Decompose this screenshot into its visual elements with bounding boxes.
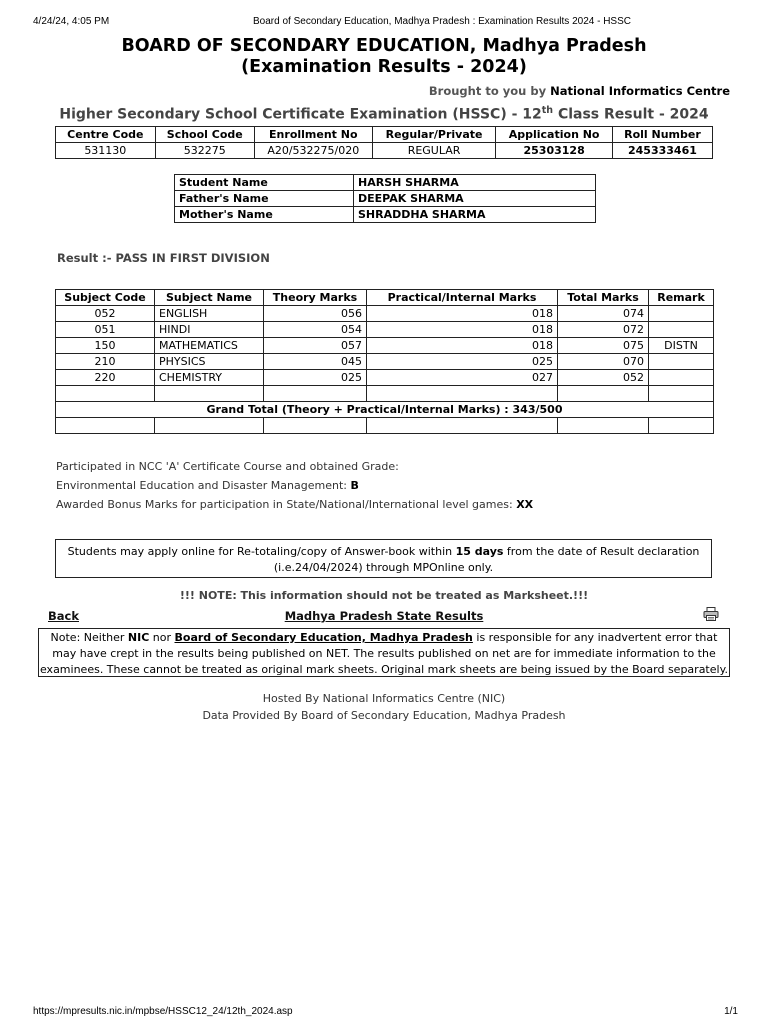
empty-row	[56, 386, 714, 402]
student-details-table	[174, 174, 596, 223]
data-provided-by: Data Provided By Board of Secondary Education, Madhya Pradesh	[202, 709, 566, 722]
student-row	[175, 191, 596, 207]
student-row	[175, 175, 596, 191]
total-marks: 075	[558, 338, 649, 354]
empty-cell	[155, 418, 264, 434]
ids-header-cell: Application No	[496, 127, 613, 143]
mother-name-value: SHRADDHA SHARMA	[354, 207, 596, 223]
marksheet-warning: !!! NOTE: This information should not be treated as Marksheet.!!!	[179, 589, 589, 602]
env-info	[56, 479, 359, 492]
candidate-ids-table	[55, 126, 713, 159]
brought-by	[429, 84, 730, 98]
total-marks: 052	[558, 370, 649, 386]
empty-cell	[649, 386, 714, 402]
ncc-info: Participated in NCC 'A' Certificate Course and obtained Grade:	[56, 460, 399, 473]
brought-by-org: National Informatics Centre	[550, 84, 730, 98]
total-marks: 070	[558, 354, 649, 370]
credits	[0, 690, 768, 724]
disclaimer-board-link[interactable]: Board of Secondary Education, Madhya Pradesh	[174, 631, 473, 644]
board-title-line2: (Examination Results - 2024)	[241, 57, 527, 77]
hosted-by: Hosted By National Informatics Centre (NIC)	[262, 692, 506, 705]
grand-total-row	[56, 402, 714, 418]
exam-heading-pre: Higher Secondary School Certificate Examination (HSSC) - 12	[59, 106, 542, 123]
notice-days: 15 days	[455, 545, 504, 558]
table-row	[56, 338, 714, 354]
remark	[649, 354, 714, 370]
theory-marks: 045	[264, 354, 367, 370]
remark: DISTN	[649, 338, 714, 354]
empty-cell	[649, 418, 714, 434]
subject-code: 210	[56, 354, 155, 370]
marks-header-cell: Theory Marks	[264, 290, 367, 306]
print-page-title: Board of Secondary Education, Madhya Pradesh : Examination Results 2024 - HSSC	[253, 16, 631, 27]
exam-heading-post: Class Result - 2024	[553, 106, 709, 123]
school-code: 532275	[155, 143, 254, 159]
marks-header-cell: Subject Code	[56, 290, 155, 306]
notice-line1	[56, 544, 711, 560]
theory-marks: 057	[264, 338, 367, 354]
ids-value-row	[56, 143, 713, 159]
subject-code: 052	[56, 306, 155, 322]
empty-cell	[558, 418, 649, 434]
empty-cell	[155, 386, 264, 402]
bonus-label: Awarded Bonus Marks for participation in State/National/International level games:	[56, 498, 513, 511]
marks-header-cell: Total Marks	[558, 290, 649, 306]
mother-name-label: Mother's Name	[175, 207, 354, 223]
practical-marks: 018	[367, 338, 558, 354]
subject-code: 051	[56, 322, 155, 338]
table-row	[56, 354, 714, 370]
empty-cell	[264, 418, 367, 434]
disclaimer-p1: Note: Neither	[50, 631, 128, 644]
disclaimer-box	[38, 628, 730, 677]
subject-name: CHEMISTRY	[155, 370, 264, 386]
table-row	[56, 322, 714, 338]
student-name-value: HARSH SHARMA	[354, 175, 596, 191]
centre-code: 531130	[56, 143, 156, 159]
exam-heading	[0, 105, 768, 123]
empty-cell	[558, 386, 649, 402]
ids-header-cell: Enrollment No	[254, 127, 372, 143]
grand-total: Grand Total (Theory + Practical/Internal Marks) : 343/500	[56, 402, 714, 418]
empty-cell	[264, 386, 367, 402]
ids-header-cell: Roll Number	[612, 127, 712, 143]
ids-header-row	[56, 127, 713, 143]
table-row	[56, 306, 714, 322]
subject-code: 150	[56, 338, 155, 354]
marks-header-cell: Practical/Internal Marks	[367, 290, 558, 306]
practical-marks: 018	[367, 322, 558, 338]
subject-code: 220	[56, 370, 155, 386]
marks-header-cell: Subject Name	[155, 290, 264, 306]
marks-header-row	[56, 290, 714, 306]
printer-icon[interactable]	[703, 607, 719, 621]
subject-name: MATHEMATICS	[155, 338, 264, 354]
empty-cell	[56, 418, 155, 434]
disclaimer-nic: NIC	[127, 631, 150, 644]
empty-cell	[56, 386, 155, 402]
practical-marks: 025	[367, 354, 558, 370]
bonus-info	[56, 498, 533, 511]
roll-number: 245333461	[612, 143, 712, 159]
theory-marks: 054	[264, 322, 367, 338]
remark	[649, 370, 714, 386]
print-url: https://mpresults.nic.in/mpbse/HSSC12_24/12th_2024.asp	[33, 1006, 293, 1017]
exam-heading-sup: th	[541, 105, 554, 116]
father-name-value: DEEPAK SHARMA	[354, 191, 596, 207]
marks-table	[55, 289, 714, 434]
notice-pre: Students may apply online for Re-totaling/copy of Answer-book within	[67, 545, 456, 558]
ids-header-cell: Regular/Private	[372, 127, 496, 143]
brought-by-prefix: Brought to you by	[428, 84, 547, 98]
empty-cell	[367, 418, 558, 434]
result-status: Result :- PASS IN FIRST DIVISION	[57, 251, 270, 265]
ids-header-cell: School Code	[155, 127, 254, 143]
notice-post: from the date of Result declaration	[503, 545, 700, 558]
ids-header-cell: Centre Code	[56, 127, 156, 143]
disclaimer-p3: is responsible for any inadvertent error that may have crept in the results being published on NET. The results published on net are for immediate information to the examinees. These cannot be treated as original mark sheets. Original mark sheets are being issued by the Board separately.	[39, 631, 729, 676]
empty-cell	[367, 386, 558, 402]
student-row	[175, 207, 596, 223]
total-marks: 072	[558, 322, 649, 338]
remark	[649, 322, 714, 338]
back-link[interactable]: Back	[48, 609, 79, 623]
print-datetime: 4/24/24, 4:05 PM	[33, 16, 110, 27]
regular-private: REGULAR	[372, 143, 496, 159]
application-no: 25303128	[496, 143, 613, 159]
subject-name: ENGLISH	[155, 306, 264, 322]
total-marks: 074	[558, 306, 649, 322]
student-name-label: Student Name	[175, 175, 354, 191]
board-title	[0, 36, 768, 78]
practical-marks: 018	[367, 306, 558, 322]
env-label: Environmental Education and Disaster Management:	[56, 479, 347, 492]
empty-row	[56, 418, 714, 434]
disclaimer-p2: nor	[149, 631, 175, 644]
theory-marks: 025	[264, 370, 367, 386]
father-name-label: Father's Name	[175, 191, 354, 207]
notice-line2: (i.e.24/04/2024) through MPOnline only.	[273, 561, 494, 574]
subject-name: HINDI	[155, 322, 264, 338]
remark	[649, 306, 714, 322]
subject-name: PHYSICS	[155, 354, 264, 370]
practical-marks: 027	[367, 370, 558, 386]
state-results-link[interactable]: Madhya Pradesh State Results	[284, 609, 484, 623]
bonus-value: XX	[516, 498, 534, 511]
retotaling-notice	[55, 539, 712, 578]
enrollment-no: A20/532275/020	[254, 143, 372, 159]
table-row	[56, 370, 714, 386]
theory-marks: 056	[264, 306, 367, 322]
board-title-line1: BOARD OF SECONDARY EDUCATION, Madhya Pradesh	[121, 36, 647, 56]
env-grade: B	[350, 479, 359, 492]
marks-header-cell: Remark	[649, 290, 714, 306]
print-page-number: 1/1	[724, 1006, 738, 1017]
